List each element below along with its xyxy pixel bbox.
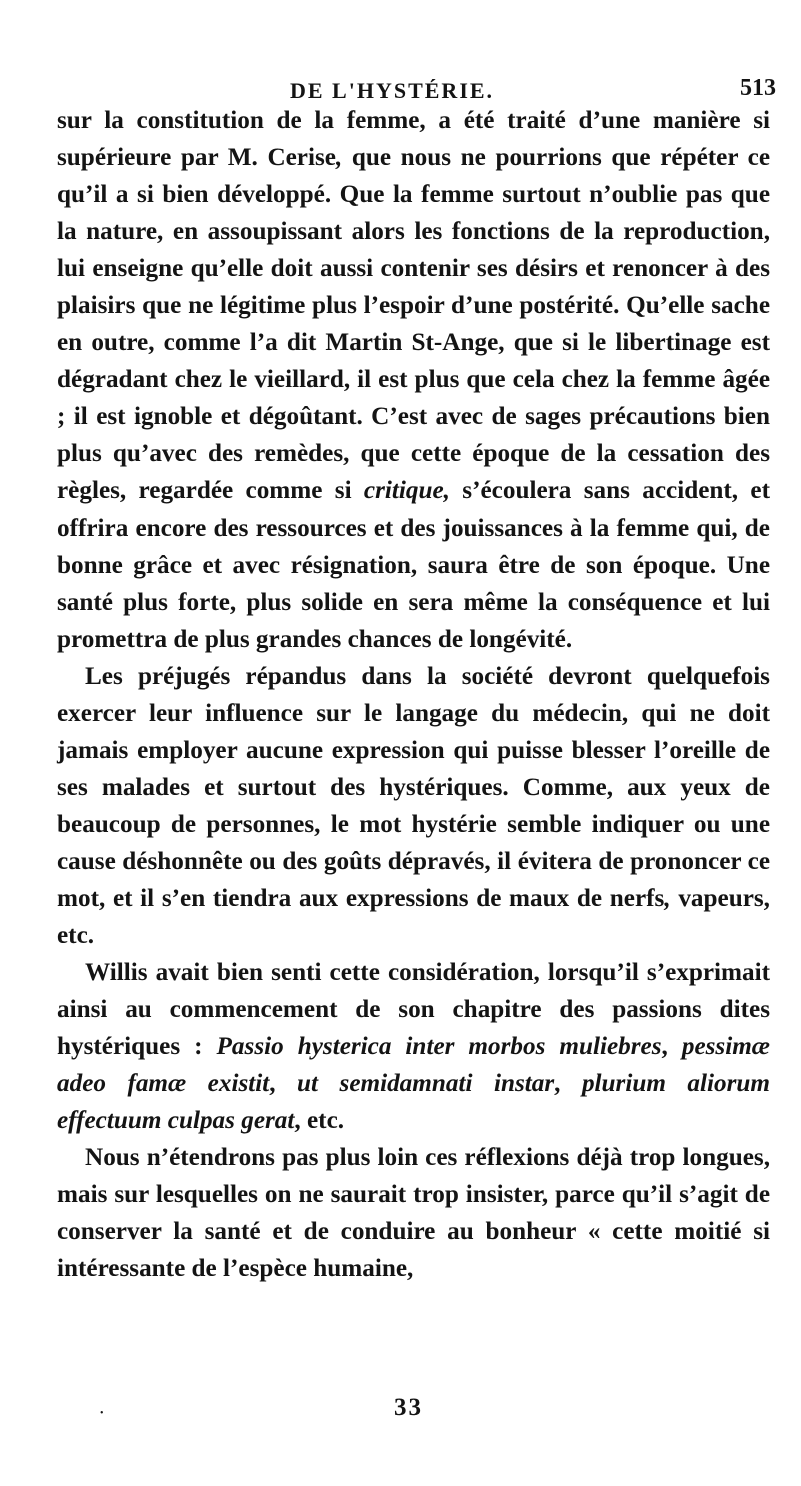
text-run: s’écoulera sans accident, et offrira encore des ressources et des jouissances à la femme qui, de bonne grâce et avec résignation, saura être de son époque. Une santé plus forte, plus solide en sera même la conséquence et lui promettra de plus grandes chances de longévité. — [57, 477, 770, 653]
paragraph — [57, 954, 770, 1139]
text-run: , etc. — [294, 1107, 345, 1135]
text-run: Les préjugés répandus dans la société devront quelquefois exercer leur influence sur le langage du médecin, qui ne doit jamais employer aucune expression qui puisse blesser l’oreille de ses malades et surtout des hystériques. Comme, aux yeux de beaucoup de personnes, le mot hystérie semble indiquer ou une cause déshonnête ou des goûts dépravés, il évitera de prononcer ce mot, et il s’en tiendra aux expressions de maux de nerfs — [57, 662, 770, 912]
italic-text: , — [335, 144, 343, 172]
italic-text: critique, — [363, 477, 450, 505]
paragraph — [57, 102, 770, 658]
italic-text: pessimæ adeo famæ existit — [57, 1033, 770, 1098]
italic-text: Passio hysterica inter morbos muliebres — [216, 1033, 662, 1061]
text-run: , — [661, 1033, 682, 1061]
italic-text: plurium aliorum effectuum culpas gerat — [57, 1070, 771, 1135]
body-text — [57, 102, 770, 1288]
page-number: 513 — [740, 75, 776, 101]
italic-text: ut semidamnati instar — [297, 1070, 555, 1098]
text-run: vapeurs, etc. — [57, 884, 770, 950]
text-run: que nous ne pourrions que répéter ce qu’il a si bien développé. Que la femme surtout n’oublie pas que la nature, en assoupissant alors les fonctions de la reproduction, lui enseigne qu’elle doit aussi contenir ses désirs et renoncer à des plaisirs que ne légitime plus l’espoir d’une postérité. Qu’elle sache en outre, comme l’a dit Martin St-Ange, que si le libertinage est dégradant chez le vieillard, il est plus que cela chez la femme âgée ; il est ignoble et dégoûtant. C’est avec de sages précautions bien plus qu’avec des remèdes, que cette époque de la cessation des règles, regardée comme si — [57, 144, 770, 505]
italic-text: , — [664, 884, 671, 912]
text-run: Willis avait bien senti cette considération, lorsqu’il s’exprimait ainsi au commencement de son chapitre des passions dites hystériques : — [57, 959, 770, 1061]
stray-mark: • — [100, 1408, 104, 1419]
paragraph — [57, 658, 770, 954]
signature-mark: 33 — [394, 1394, 423, 1421]
running-title: DE L'HYSTÉRIE. — [290, 78, 495, 103]
text-run: , — [554, 1070, 582, 1098]
text-run: Nous n’étendrons pas plus loin ces réflexions déjà trop longues, mais sur lesquelles on ne saurait trop insister, parce qu’il s’agit de conserver la santé et de conduire au bonheur « cette moitié si intéressante de l’espèce humaine, — [57, 1144, 770, 1283]
text-run: sur la constitution de la femme, a été traité d’une manière si supérieure par M. Cerise — [57, 107, 770, 172]
text-run: , — [269, 1070, 298, 1098]
paragraph — [57, 1139, 770, 1287]
